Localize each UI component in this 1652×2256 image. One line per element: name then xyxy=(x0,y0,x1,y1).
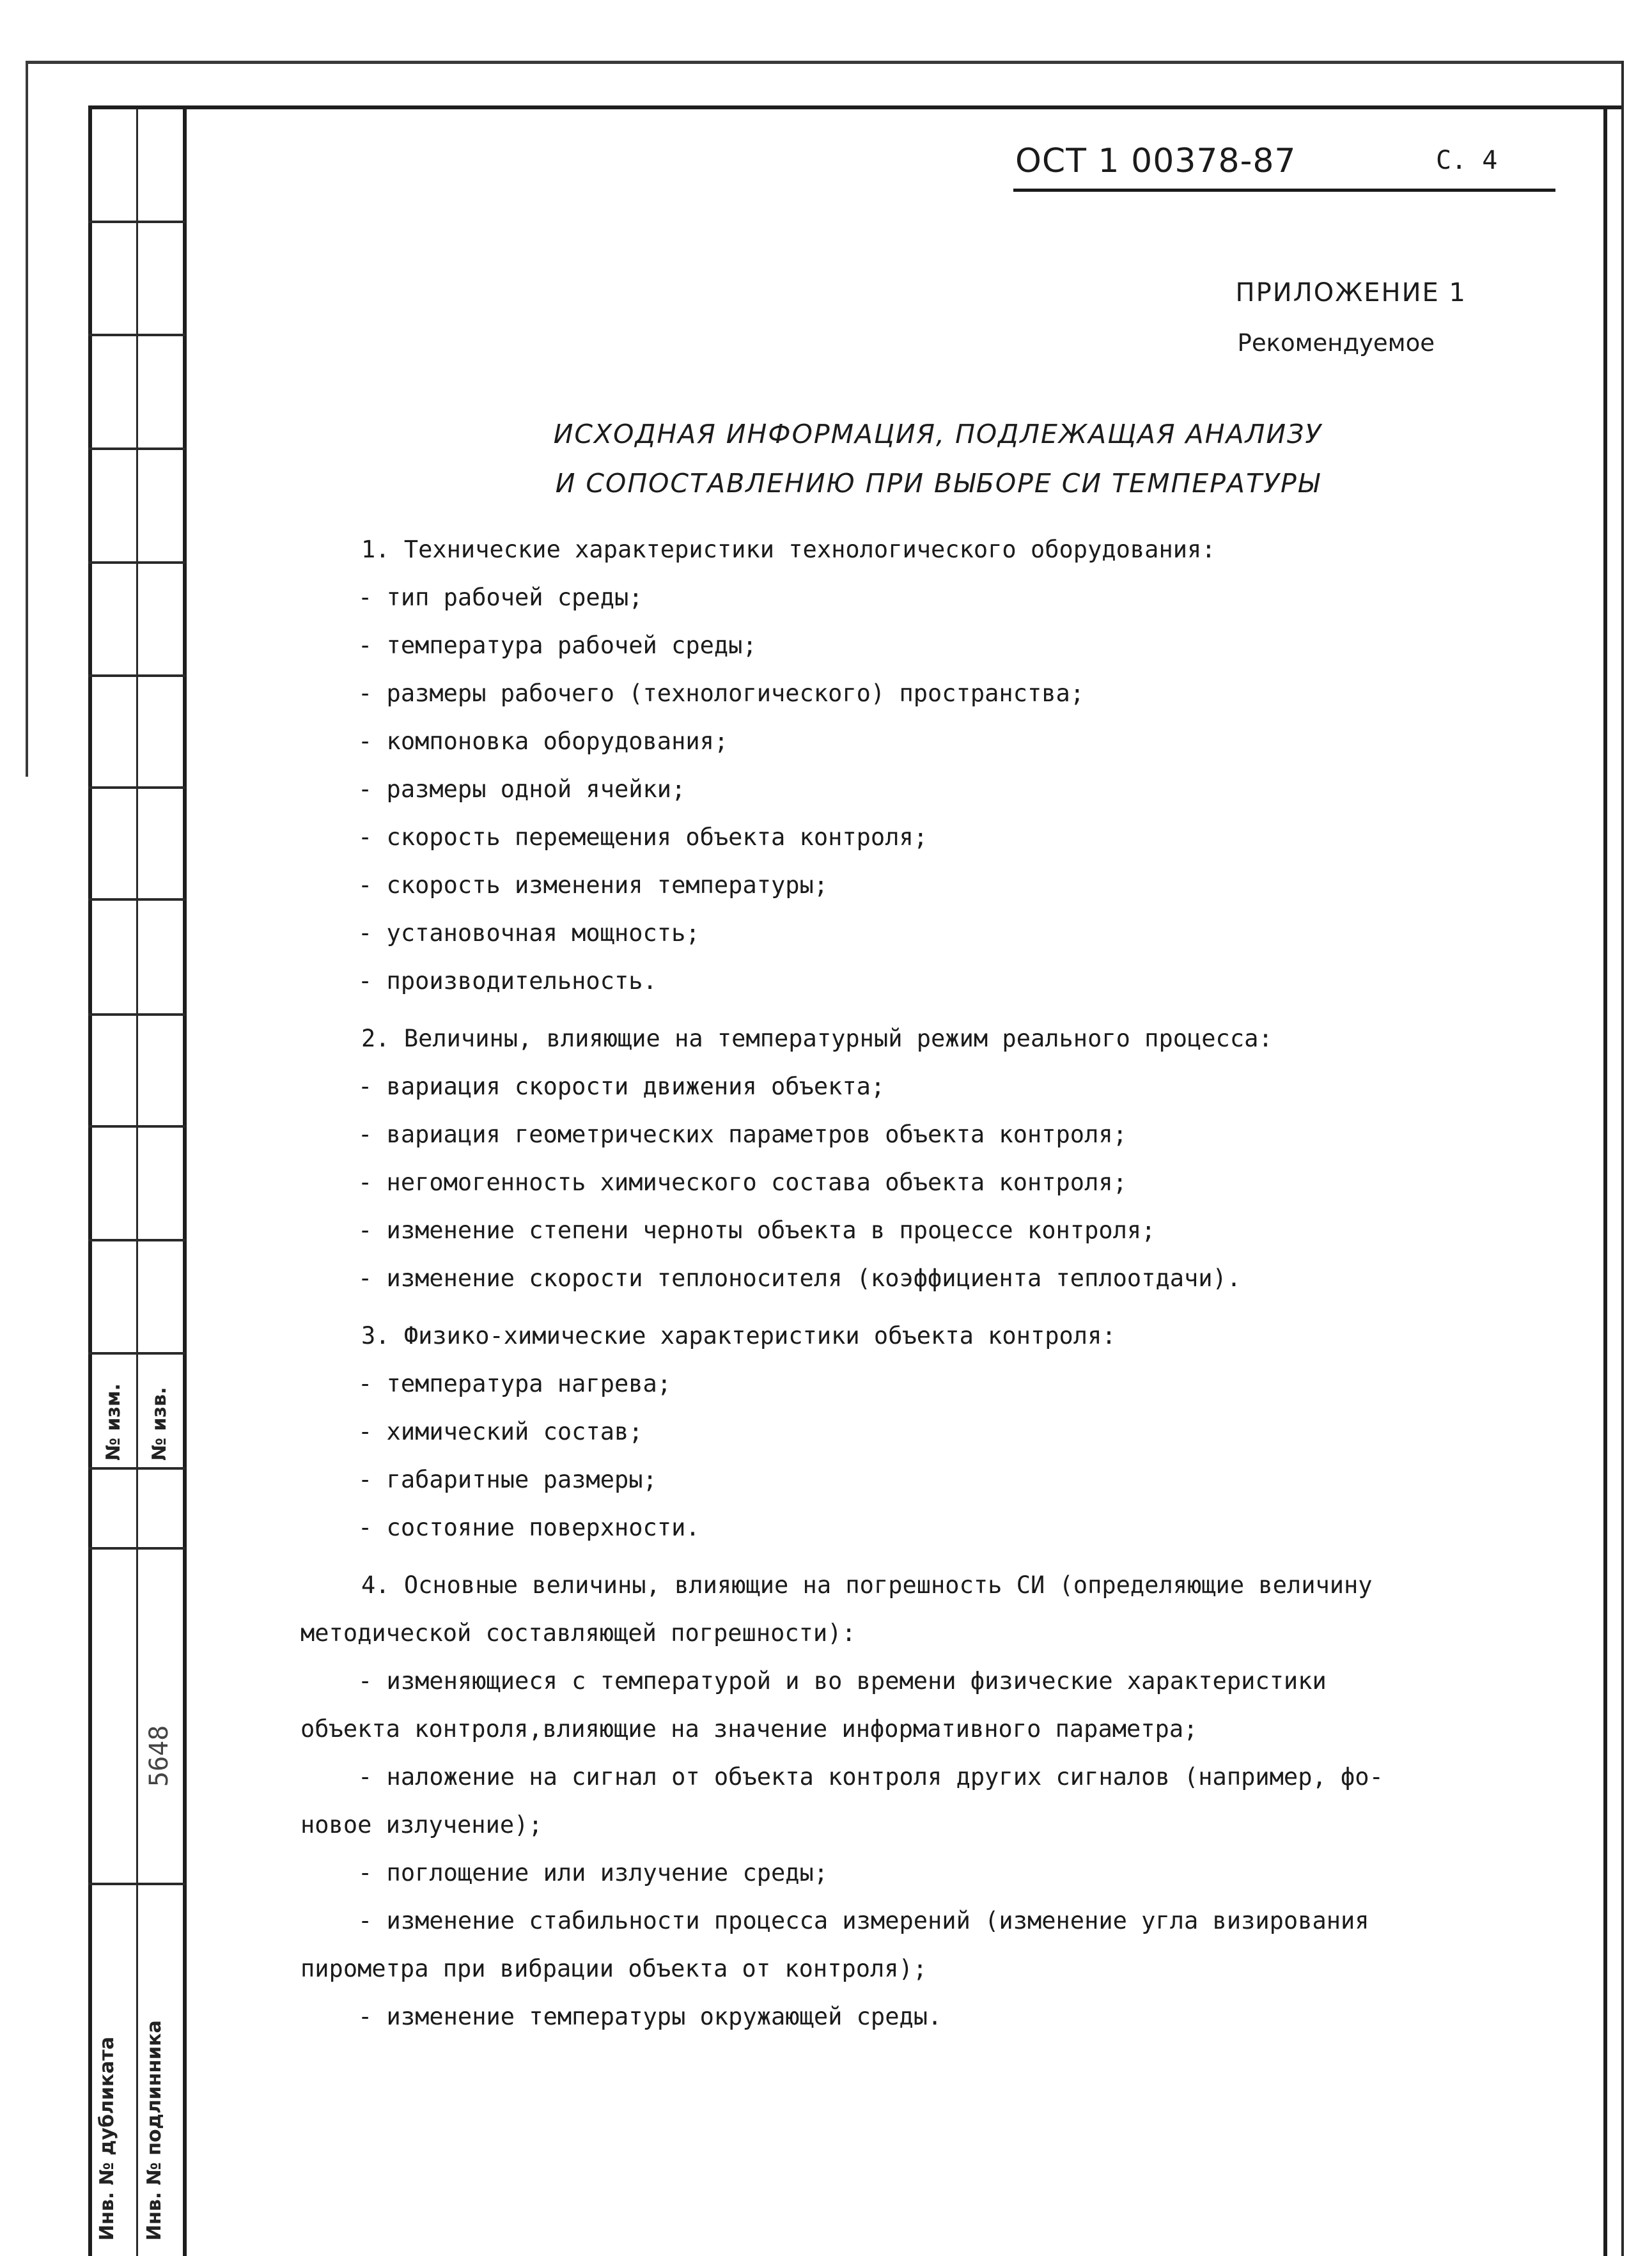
sidebar-gridline xyxy=(88,786,185,789)
sidebar-gridline xyxy=(88,1239,185,1241)
list-item: - вариация скорости движения объекта; xyxy=(358,1073,885,1100)
list-item: - размеры рабочего (технологического) пространства; xyxy=(358,680,1085,707)
list-item: - температура нагрева; xyxy=(358,1370,672,1397)
list-item: - химический состав; xyxy=(358,1418,643,1445)
list-item: - скорость перемещения объекта контроля; xyxy=(358,823,928,851)
appendix-label: ПРИЛОЖЕНИЕ 1 xyxy=(1235,278,1467,307)
sidebar-duplicate-inv-label: Инв. № дубликата xyxy=(96,2036,118,2241)
title-line-2: И СОПОСТАВЛЕНИЮ ПРИ ВЫБОРЕ СИ ТЕМПЕРАТУРЫ xyxy=(555,468,1321,499)
frame-top xyxy=(88,105,1623,109)
list-item: - установочная мощность; xyxy=(358,919,700,947)
frame-right-outer xyxy=(1621,61,1624,2256)
sidebar-gridline xyxy=(88,334,185,336)
section-heading: 1. Технические характеристики технологического оборудования: xyxy=(361,536,1216,563)
sidebar-gridline xyxy=(88,561,185,564)
sidebar-gridline xyxy=(88,1013,185,1016)
sidebar-gridline xyxy=(88,898,185,901)
sidebar-original-inv-value: 5648 xyxy=(144,1725,174,1787)
paragraph-line: новое излучение); xyxy=(300,1811,543,1839)
paragraph-line: пирометра при вибрации объекта от контроля); xyxy=(300,1955,928,1982)
section-heading: 3. Физико-химические характеристики объекта контроля: xyxy=(361,1322,1116,1350)
list-item: - изменение температуры окружающей среды. xyxy=(358,2003,942,2030)
document-designation: ОСТ 1 00378-87 xyxy=(1015,142,1297,180)
list-item: - размеры одной ячейки; xyxy=(358,775,686,803)
sidebar-gridline xyxy=(88,1467,185,1470)
sidebar-gridline xyxy=(88,1125,185,1128)
list-item: - скорость изменения температуры; xyxy=(358,871,829,899)
list-item: - вариация геометрических параметров объекта контроля; xyxy=(358,1121,1127,1148)
list-item: - изменение скорости теплоносителя (коэффициента теплоотдачи). xyxy=(358,1264,1242,1292)
paragraph-line: методической составляющей погрешности): xyxy=(300,1619,856,1647)
list-item: - негомогенность химического состава объекта контроля; xyxy=(358,1169,1127,1196)
list-item: - изменение стабильности процесса измерений (изменение угла визирования xyxy=(358,1907,1369,1934)
sidebar-gridline xyxy=(88,674,185,677)
list-item: - состояние поверхности. xyxy=(358,1514,700,1541)
sidebar-original-inv-label: Инв. № подлинника xyxy=(143,2020,166,2241)
section-heading: 2. Величины, влияющие на температурный режим реального процесса: xyxy=(361,1025,1273,1052)
list-item: - компоновка оборудования; xyxy=(358,727,729,755)
appendix-status: Рекомендуемое xyxy=(1237,329,1435,357)
sidebar-notice-no-label: № изв. xyxy=(148,1387,171,1461)
list-item: - тип рабочей среды; xyxy=(358,584,643,611)
section-heading: 4. Основные величины, влияющие на погрешность СИ (определяющие величину xyxy=(361,1571,1373,1599)
title-line-1: ИСХОДНАЯ ИНФОРМАЦИЯ, ПОДЛЕЖАЩАЯ АНАЛИЗУ xyxy=(553,419,1323,449)
sidebar-change-no-label: № изм. xyxy=(102,1383,125,1461)
paragraph-line: объекта контроля,влияющие на значение информативного параметра; xyxy=(300,1715,1198,1743)
list-item: - температура рабочей среды; xyxy=(358,632,757,659)
sidebar-gridline xyxy=(88,1352,185,1355)
list-item: - габаритные размеры; xyxy=(358,1466,657,1493)
frame-outer-left xyxy=(26,61,28,777)
page-number: С. 4 xyxy=(1436,146,1498,175)
list-item: - производительность. xyxy=(358,967,657,995)
list-item: - наложение на сигнал от объекта контроля других сигналов (например, фо- xyxy=(358,1763,1383,1791)
frame-outer-top xyxy=(26,61,1623,64)
sidebar-gridline xyxy=(88,1547,185,1550)
list-item: - изменение степени черноты объекта в процессе контроля; xyxy=(358,1217,1156,1244)
sidebar-gridline xyxy=(88,221,185,223)
sidebar-gridline xyxy=(88,1883,185,1885)
list-item: - изменяющиеся с температурой и во времени физические характеристики xyxy=(358,1667,1327,1695)
header-rule xyxy=(1013,189,1555,192)
list-item: - поглощение или излучение среды; xyxy=(358,1859,829,1886)
frame-left xyxy=(88,105,92,2256)
